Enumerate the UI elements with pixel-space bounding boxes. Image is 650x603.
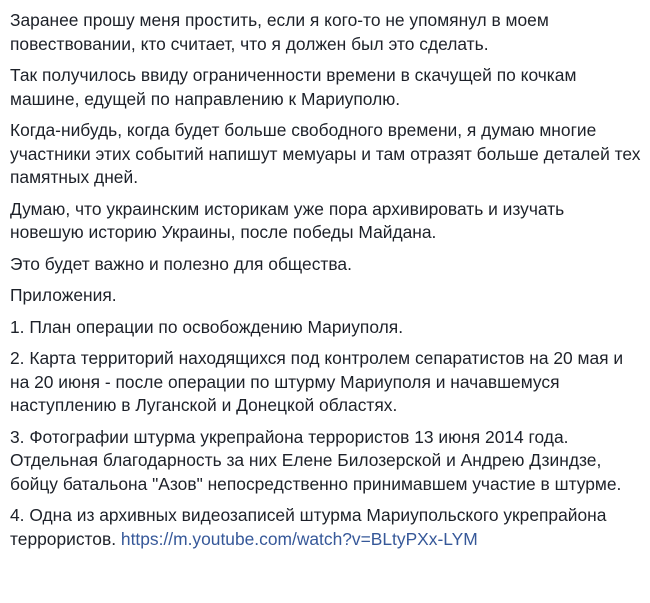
post-paragraph-text: 4. Одна из архивных видеозаписей штурма Мариупольского укрепрайона террористов. xyxy=(10,505,607,549)
post-paragraph-with-link xyxy=(10,504,642,551)
post-paragraph: 1. План операции по освобождению Мариуполя. xyxy=(10,316,404,337)
post-paragraph: Заранее прошу меня простить, если я кого-то не упомянул в моем повествовании, кто считает, что я должен был это сделать. xyxy=(10,10,549,54)
post-paragraph: Думаю, что украинским историкам уже пора архивировать и изучать новешую историю Украины, после победы Майдана. xyxy=(10,198,565,242)
post-paragraph: Когда-нибудь, когда будет больше свободного времени, я думаю многие участники этих событий напишут мемуары и там отразят больше деталей тех памятных дней. xyxy=(10,120,641,187)
post-paragraph: Так получилось ввиду ограниченности времени в скачущей по кочкам машине, едущей по направлению к Мариуполю. xyxy=(10,65,577,109)
post-body xyxy=(10,9,642,559)
post-paragraph: 3. Фотографии штурма укрепрайона террористов 13 июня 2014 года. Отдельная благодарность за них Елене Билозерской и Андрею Дзиндзе, бойцу батальона "Азов" непосредственно принимавшем участие в штурме. xyxy=(10,426,622,494)
post-paragraph: 2. Карта территорий находящихся под контролем сепаратистов на 20 мая и на 20 июня - после операции по штурму Мариуполя и начавшемуся наступлению в Луганской и Донецкой областях. xyxy=(10,348,624,415)
post-paragraph: Приложения. xyxy=(10,285,117,305)
post-paragraph: Это будет важно и полезно для общества. xyxy=(10,253,352,274)
youtube-link[interactable]: https://m.youtube.com/watch?v=BLtyPXx-LYM xyxy=(120,528,478,549)
